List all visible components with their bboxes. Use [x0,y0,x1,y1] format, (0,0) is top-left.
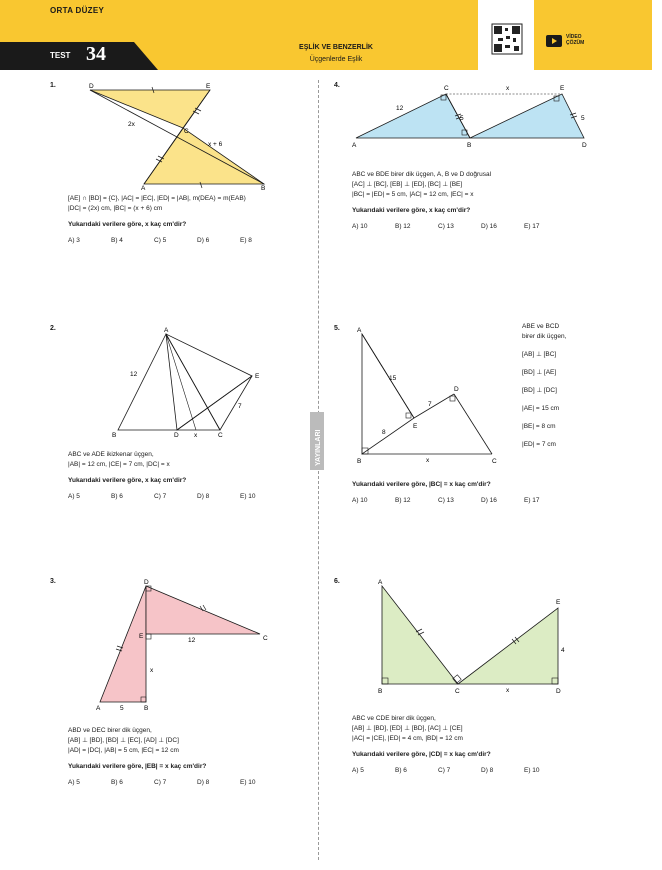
svg-text:x: x [194,432,198,439]
q4-prompt: Yukarıdaki verilere göre, x kaç cm'dir? [352,207,471,214]
q6-line: ABC ve CDE birer dik üçgen, [352,715,436,722]
q3-line: |AD| = |DC|, |AB| = 5 cm, |EC| = 12 cm [68,747,179,754]
q1-text [68,194,313,246]
svg-text:5: 5 [581,115,585,122]
option-c[interactable]: C) 7 [154,779,167,786]
q4-line: [AC] ⊥ [BC], [EB] ⊥ [ED], [BC] ⊥ [BE] [352,181,463,188]
svg-text:B: B [467,142,472,149]
option-d[interactable]: D) 16 [481,223,497,230]
svg-text:B: B [261,185,266,192]
option-d[interactable]: D) 8 [481,767,494,774]
q5-line: |AE| = 15 cm [522,405,560,412]
svg-text:x: x [426,457,430,464]
option-c[interactable]: C) 13 [438,223,454,230]
svg-text:C: C [184,128,189,135]
option-b[interactable]: B) 4 [111,237,123,244]
svg-text:12: 12 [130,371,138,378]
option-d[interactable]: D) 8 [197,779,210,786]
svg-text:C: C [455,688,460,695]
qr-code[interactable] [478,0,534,70]
q5-line: |BE| = 8 cm [522,423,556,430]
q6-figure [372,576,572,698]
q2-line: ABC ve ADE ikizkenar üçgen, [68,451,154,458]
option-c[interactable]: C) 7 [438,767,451,774]
option-b[interactable]: B) 12 [395,497,411,504]
svg-text:E: E [413,423,418,430]
q2-prompt: Yukarıdaki verilere göre, x kaç cm'dir? [68,477,187,484]
svg-text:A: A [352,142,357,149]
option-e[interactable]: E) 8 [240,237,252,244]
svg-text:A: A [96,705,101,712]
svg-text:E: E [206,83,211,90]
svg-text:E: E [560,85,565,92]
svg-text:E: E [139,633,144,640]
q2-line: |AB| = 12 cm, |CE| = 7 cm, |DC| = x [68,461,170,468]
q3-text [68,726,313,788]
svg-text:12: 12 [188,637,196,644]
svg-text:D: D [582,142,587,149]
svg-text:C: C [263,635,268,642]
q5-line: ABE ve BCD [522,323,560,330]
q6-line: [AB] ⊥ [BD], [ED] ⊥ [BD], [AC] ⊥ [CE] [352,725,463,732]
q5-givens [522,322,622,450]
q3-prompt: Yukarıdaki verilere göre, |EB| = x kaç cm'dir? [68,763,207,770]
option-d[interactable]: D) 16 [481,497,497,504]
q3-line: [AB] ⊥ [BD], [BD] ⊥ [EC], [AD] ⊥ [DC] [68,737,179,744]
option-c[interactable]: C) 5 [154,237,167,244]
topic-title: EŞLİK VE BENZERLİK [299,44,373,51]
svg-text:C: C [444,85,449,92]
option-a[interactable]: A) 5 [352,767,364,774]
option-c[interactable]: C) 13 [438,497,454,504]
svg-text:C: C [492,458,497,465]
svg-text:x: x [506,687,510,694]
q2-figure [108,326,268,442]
video-solution-button[interactable] [546,34,562,52]
option-e[interactable]: E) 10 [240,779,256,786]
q3-figure [92,576,272,712]
svg-text:D: D [174,432,179,439]
svg-text:B: B [112,432,117,439]
option-d[interactable]: D) 6 [197,237,210,244]
q5-line: [AB] ⊥ [BC] [522,351,557,358]
q3-line: ABD ve DEC birer dik üçgen, [68,727,152,734]
q5-figure [352,322,512,466]
level-badge [0,0,112,22]
level-label: ORTA DÜZEY [50,6,105,15]
svg-text:C: C [218,432,223,439]
option-b[interactable]: B) 6 [111,779,123,786]
q2-options [68,492,313,502]
test-number: 34 [86,43,106,65]
q1-prompt: Yukarıdaki verilere göre, x kaç cm'dir? [68,221,187,228]
q5-line: birer dik üçgen, [522,333,567,340]
q1-line: |DC| = (2x) cm, |BC| = (x + 6) cm [68,205,163,212]
svg-text:E: E [556,599,561,606]
video-label: VİDEO ÇÖZÜM [566,34,585,46]
q6-text [352,714,642,776]
q3-number: 3. [50,578,56,585]
q4-text [352,170,642,232]
q2-number: 2. [50,325,56,332]
option-e[interactable]: E) 10 [524,767,540,774]
option-b[interactable]: B) 12 [395,223,411,230]
svg-text:2x: 2x [128,121,135,128]
svg-text:A: A [357,327,362,334]
option-d[interactable]: D) 8 [197,493,210,500]
svg-text:x + 6: x + 6 [208,141,223,148]
svg-text:4: 4 [561,647,565,654]
q6-prompt: Yukarıdaki verilere göre, |CD| = x kaç cm'dir? [352,751,491,758]
option-b[interactable]: B) 6 [111,493,123,500]
q6-line: |AC| = |CE|, |ED| = 4 cm, |BD| = 12 cm [352,735,463,742]
q2-text [68,450,313,502]
svg-text:A: A [141,185,146,192]
svg-text:D: D [454,386,459,393]
q5-prompt: Yukarıdaki verilere göre, |BC| = x kaç cm'dir? [352,481,491,488]
svg-text:A: A [378,579,383,586]
q6-number: 6. [334,578,340,585]
play-icon [546,35,562,47]
svg-text:D: D [89,83,94,90]
svg-text:A: A [164,327,169,334]
q1-figure [80,82,266,192]
svg-text:YAYINLARI: YAYINLARI [315,429,322,466]
q5-line: [BD] ⊥ [AE] [522,369,557,376]
option-b[interactable]: B) 6 [395,767,407,774]
q5-line: |ED| = 7 cm [522,441,556,448]
option-a[interactable]: A) 5 [68,779,80,786]
svg-text:B: B [144,705,149,712]
q5-text [352,480,642,506]
option-c[interactable]: C) 7 [154,493,167,500]
option-a[interactable]: A) 10 [352,223,368,230]
svg-text:15: 15 [389,375,397,382]
q5-options [352,496,642,506]
option-a[interactable]: A) 10 [352,497,368,504]
svg-text:D: D [144,579,149,586]
q6-options [352,766,642,776]
svg-text:D: D [556,688,561,695]
svg-text:5: 5 [460,115,464,122]
svg-text:x: x [150,667,154,674]
q4-number: 4. [334,82,340,89]
q1-line: [AE] ∩ [BD] = {C}, |AC| = |EC|, |ED| = |AB|, m(DEA) = m(EAB) [68,195,246,202]
svg-text:12: 12 [396,105,404,112]
svg-text:E: E [255,373,260,380]
q5-line: [BD] ⊥ [DC] [522,387,557,394]
q1-number: 1. [50,82,56,89]
svg-text:x: x [506,85,510,92]
option-e[interactable]: E) 17 [524,497,540,504]
option-e[interactable]: E) 10 [240,493,256,500]
q5-number: 5. [334,325,340,332]
q1-options [68,236,313,246]
q3-options [68,778,313,788]
svg-text:B: B [378,688,383,695]
option-e[interactable]: E) 17 [524,223,540,230]
svg-text:7: 7 [238,403,242,410]
svg-text:8: 8 [382,429,386,436]
option-a[interactable]: A) 3 [68,237,80,244]
option-a[interactable]: A) 5 [68,493,80,500]
qr-code-icon [478,0,534,70]
svg-text:5: 5 [120,705,124,712]
q4-figure [348,80,598,152]
svg-text:7: 7 [428,401,432,408]
test-label: TEST [50,51,71,60]
q4-line: |BC| = |ED| = 5 cm, |AC| = 12 cm, |EC| = x [352,191,474,198]
subtopic-title: Üçgenlerde Eşlik [309,56,363,63]
q4-line: ABC ve BDE birer dik üçgen, A, B ve D doğrusal [352,171,492,178]
q4-options [352,222,642,232]
svg-text:B: B [357,458,362,465]
